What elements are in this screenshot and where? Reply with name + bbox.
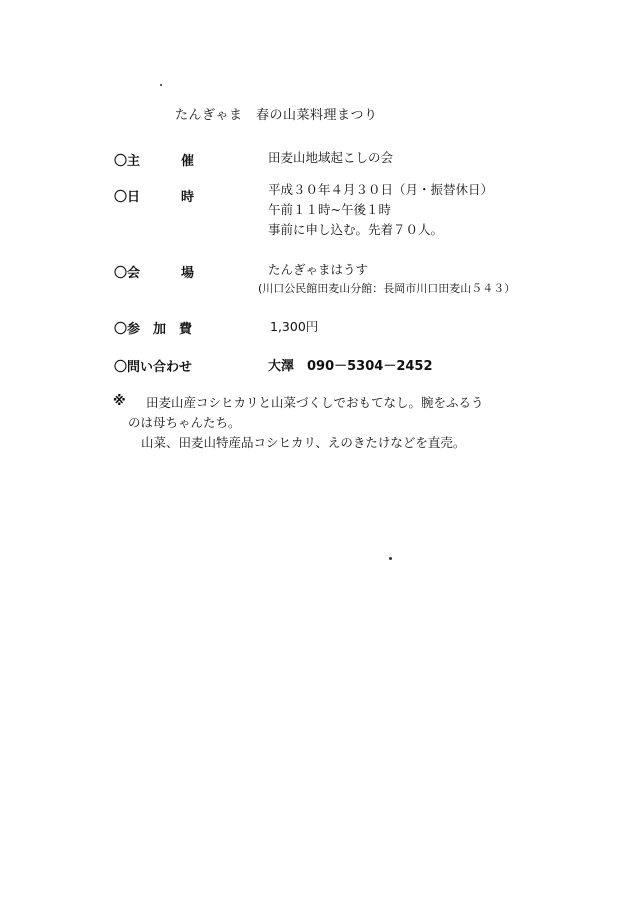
- scan-speck: [389, 557, 392, 560]
- datetime-line-reservation: 事前に申し込む。先着７０人。: [268, 222, 444, 237]
- page-title: たんぎゃま 春の山菜料理まつり: [175, 108, 378, 123]
- venue-value: たんぎゃまはうす: [268, 262, 369, 277]
- fee-label: 〇参 加 費: [114, 322, 193, 337]
- venue-label-a: 〇会: [114, 266, 141, 281]
- contact-value: 大澤 090－5304－2452: [268, 359, 433, 374]
- datetime-label: [114, 186, 195, 205]
- datetime-line-time: 午前１１時~午後１時: [268, 202, 391, 217]
- note-mark: ※: [113, 394, 126, 409]
- contact-label: 〇問い合わせ: [114, 360, 193, 375]
- venue-label-b: 場: [181, 266, 195, 281]
- note-line-3: 山菜、田麦山特産品コシヒカリ、えのきたけなどを直売。: [141, 435, 466, 450]
- organizer-label: [114, 150, 195, 169]
- datetime-value: [268, 180, 493, 240]
- fee-value: 1,300円: [270, 319, 319, 334]
- organizer-value: 田麦山地域起こしの会: [268, 150, 394, 165]
- datetime-line-date: 平成３０年４月３０日（月・振替休日）: [268, 182, 494, 197]
- organizer-label-a: 〇主: [114, 154, 141, 169]
- note-line-1: 田麦山産コシヒカリと山菜づくしでおもてなし。腕をふるう: [146, 395, 484, 410]
- venue-label: [114, 262, 195, 281]
- datetime-label-a: 〇日: [114, 190, 141, 205]
- organizer-label-b: 催: [181, 154, 195, 169]
- note-line-2: のは母ちゃんたち。: [128, 415, 241, 430]
- note-block: [124, 394, 484, 454]
- datetime-label-b: 時: [181, 190, 195, 205]
- venue-sub: (川口公民館田麦山分館：長岡市川口田麦山５４３）: [258, 282, 516, 295]
- scan-speck: [160, 84, 162, 86]
